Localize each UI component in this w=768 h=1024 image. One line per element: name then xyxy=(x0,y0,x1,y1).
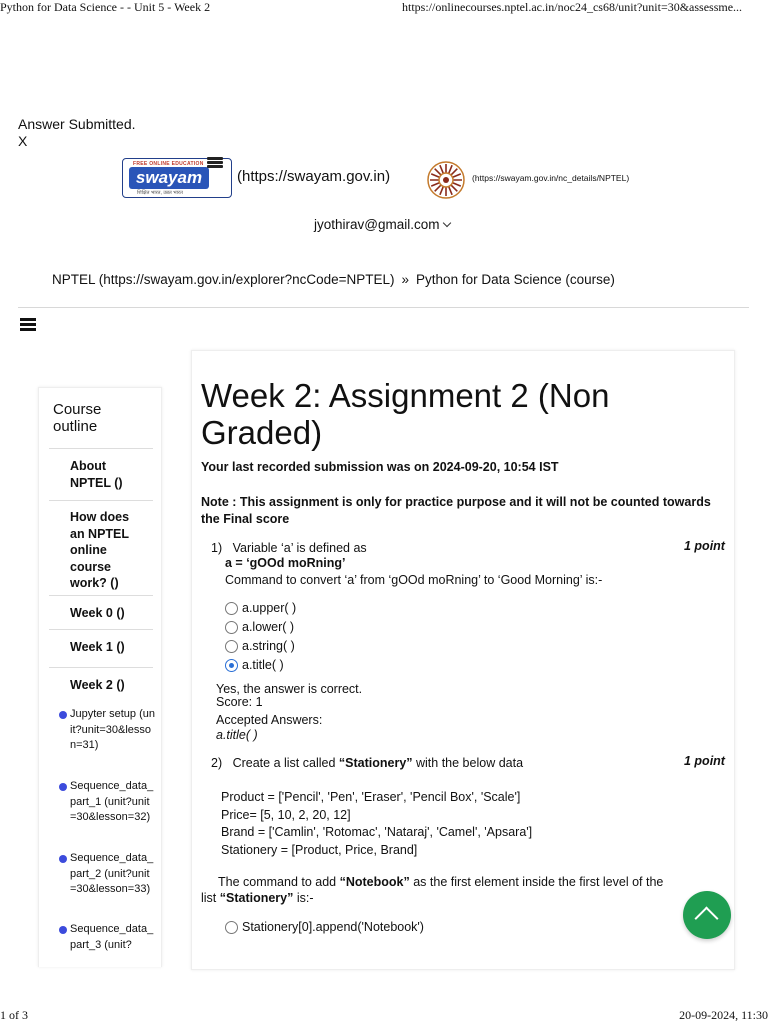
sidebar-subitem-label: Jupyter setup (unit?unit=30&lesson=31) xyxy=(70,708,155,751)
q1-option-string[interactable] xyxy=(242,639,295,653)
question-2-instruction-line-1 xyxy=(218,875,663,889)
code-line: Price= [5, 10, 2, 20, 12] xyxy=(221,807,351,822)
radio-button[interactable] xyxy=(225,921,238,934)
question-2 xyxy=(211,754,523,772)
print-footer xyxy=(0,1010,768,1024)
notice-close-button[interactable]: X xyxy=(18,133,28,149)
print-header xyxy=(0,0,768,16)
instruction-text: is:- xyxy=(293,891,314,905)
q1-option-lower[interactable] xyxy=(242,620,294,634)
bullet-dot-icon xyxy=(59,711,67,719)
course-outline-heading: Course outline xyxy=(53,401,102,435)
print-datetime: 20-09-2024, 11:30 xyxy=(679,1008,768,1022)
option-label: a.title( ) xyxy=(242,658,284,672)
accepted-answers-label: Accepted Answers: xyxy=(216,713,323,727)
breadcrumb-nptel[interactable]: NPTEL (https://swayam.gov.in/explorer?ncCode=NPTEL) xyxy=(52,272,395,287)
sidebar-item-label: How does an NPTEL online course work? () xyxy=(70,510,130,590)
instruction-text: list xyxy=(201,891,220,905)
code-line: Product = ['Pencil', 'Pen', 'Eraser', 'Pencil Box', 'Scale'] xyxy=(221,790,521,804)
nptel-link[interactable]: (https://swayam.gov.in/nc_details/NPTEL) xyxy=(472,173,630,183)
radio-button[interactable] xyxy=(225,640,238,653)
sidebar-item-label: About NPTEL () xyxy=(70,459,123,490)
question-1-instruction: Command to convert ‘a’ from ‘gOOd moRning’ to ‘Good Morning’ is:- xyxy=(225,573,603,587)
sidebar-item-week-2[interactable] xyxy=(49,667,153,701)
instruction-bold: “Notebook” xyxy=(339,875,410,889)
swayam-logo-word: swayam xyxy=(129,167,209,189)
question-1 xyxy=(211,539,367,557)
radio-button[interactable] xyxy=(225,621,238,634)
sidebar-subitem-sequence-data-2[interactable] xyxy=(59,851,155,898)
question-2-instruction-line-2 xyxy=(201,891,314,905)
q1-option-title[interactable] xyxy=(242,658,284,672)
question-number: 1) xyxy=(211,541,223,555)
feedback-score: Score: 1 xyxy=(216,695,263,709)
print-page-number: 1 of 3 xyxy=(0,1008,28,1022)
question-prompt-post: with the below data xyxy=(412,756,524,770)
swayam-link[interactable]: (https://swayam.gov.in) xyxy=(237,168,391,185)
notice-message: Answer Submitted. xyxy=(18,116,136,132)
question-1-code: a = ‘gOOd moRning’ xyxy=(225,556,346,570)
user-menu[interactable] xyxy=(314,217,450,232)
question-1-feedback xyxy=(216,683,362,709)
instruction-text: The command to add xyxy=(218,875,340,889)
accepted-answer-value: a.title( ) xyxy=(216,728,258,742)
header-divider xyxy=(18,307,749,308)
scroll-top-arrow-icon xyxy=(694,906,718,930)
bullet-dot-icon xyxy=(59,855,67,863)
sidebar-subitem-label: Sequence_data_part_1 (unit?unit=30&lesson=32) xyxy=(70,780,154,823)
bullet-dot-icon xyxy=(59,926,67,934)
sidebar-subitem-jupyter-setup[interactable] xyxy=(59,707,155,754)
breadcrumb-separator: » xyxy=(401,272,410,287)
sidebar-subitem-sequence-data-1[interactable] xyxy=(59,779,155,826)
option-label: a.string( ) xyxy=(242,639,295,653)
sidebar-item-about-nptel[interactable] xyxy=(49,448,153,500)
radio-button[interactable] xyxy=(225,602,238,615)
question-prompt: Variable ‘a’ is defined as xyxy=(232,541,367,555)
user-email: jyothirav@gmail.com xyxy=(314,217,440,232)
breadcrumb-course[interactable]: Python for Data Science (course) xyxy=(416,272,615,287)
bullet-dot-icon xyxy=(59,783,67,791)
hamburger-icon[interactable] xyxy=(20,318,36,330)
option-label: Stationery[0].append('Notebook') xyxy=(242,920,424,934)
books-icon xyxy=(207,157,223,169)
sidebar-item-label: Week 2 () xyxy=(70,678,125,692)
swayam-logo[interactable] xyxy=(122,158,232,198)
code-line: Brand = ['Camlin', 'Rotomac', 'Nataraj', 'Camel', 'Apsara'] xyxy=(221,825,533,839)
q2-option-append[interactable] xyxy=(242,920,424,934)
chevron-down-icon xyxy=(442,219,450,227)
question-1-points: 1 point xyxy=(684,539,725,553)
print-page-url: https://onlinecourses.nptel.ac.in/noc24_cs68/unit?unit=30&assessme... xyxy=(402,0,743,14)
question-2-points: 1 point xyxy=(684,754,725,768)
question-2-code-block xyxy=(221,789,532,859)
course-outline-sidebar xyxy=(38,387,162,967)
print-page-title: Python for Data Science - - Unit 5 - Week 2 xyxy=(0,0,211,14)
breadcrumb xyxy=(52,272,615,287)
sidebar-item-week-0[interactable] xyxy=(49,595,153,629)
option-label: a.upper( ) xyxy=(242,601,297,615)
instruction-text: as the first element inside the first level of the xyxy=(409,875,664,889)
submission-notice xyxy=(18,116,136,150)
radio-button-selected[interactable] xyxy=(225,659,238,672)
page-title: Week 2: Assignment 2 (Non Graded) xyxy=(201,377,610,451)
practice-note: Note : This assignment is only for practice purpose and it will not be counted towards the Final score xyxy=(201,495,711,526)
instruction-bold: “Stationery” xyxy=(219,891,294,905)
question-prompt-bold: “Stationery” xyxy=(338,756,413,770)
scroll-to-top-button[interactable] xyxy=(683,891,731,939)
swayam-logo-tagline: शिक्षित भारत, उन्नत भारत xyxy=(137,190,183,196)
sidebar-item-label: Week 0 () xyxy=(70,606,125,620)
feedback-message: Yes, the answer is correct. xyxy=(216,682,363,696)
q1-option-upper[interactable] xyxy=(242,601,296,615)
sidebar-item-label: Week 1 () xyxy=(70,640,125,654)
nptel-logo[interactable] xyxy=(426,160,466,200)
swayam-logo-ribbon: FREE ONLINE EDUCATION xyxy=(133,161,204,167)
code-line: Stationery = [Product, Price, Brand] xyxy=(221,842,418,857)
sidebar-item-how-it-works[interactable] xyxy=(49,500,153,595)
sidebar-subitem-label: Sequence_data_part_3 (unit? xyxy=(70,923,154,951)
question-prompt-pre: Create a list called xyxy=(232,756,339,770)
sidebar-subitem-label: Sequence_data_part_2 (unit?unit=30&lesson=33) xyxy=(70,852,154,895)
question-number: 2) xyxy=(211,756,223,770)
last-submission-text: Your last recorded submission was on 2024-09-20, 10:54 IST xyxy=(201,460,559,474)
sidebar-item-week-1[interactable] xyxy=(49,629,153,663)
sidebar-subitem-sequence-data-3[interactable] xyxy=(59,922,155,953)
option-label: a.lower( ) xyxy=(242,620,295,634)
